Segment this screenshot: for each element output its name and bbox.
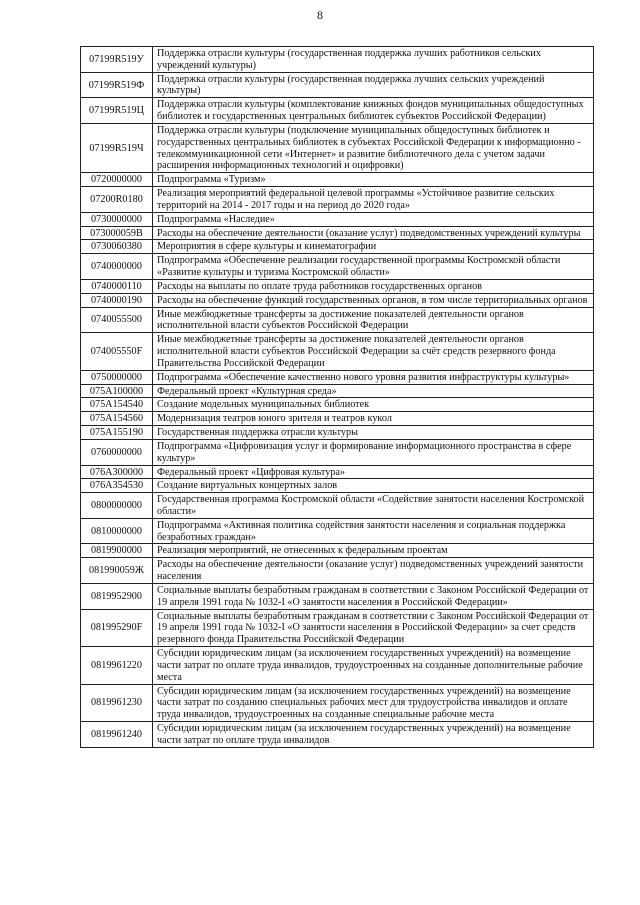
description-cell: Создание виртуальных концертных залов [153, 479, 594, 493]
table-row [81, 226, 594, 240]
budget-code-cell: 07199R519Ф [81, 72, 153, 98]
table-row [81, 72, 594, 98]
table-row [81, 212, 594, 226]
description-cell: Подпрограмма «Активная политика содействия занятости населения и социальная поддержка безработных граждан» [153, 518, 594, 544]
budget-code-cell: 07199R519Ч [81, 123, 153, 172]
budget-code-cell: 075A100000 [81, 384, 153, 398]
budget-code-cell: 0819961240 [81, 722, 153, 748]
description-cell: Создание модельных муниципальных библиотек [153, 398, 594, 412]
description-cell: Субсидии юридическим лицам (за исключением государственных учреждений) на возмещение части затрат по созданию специальных рабочих мест для трудоустройства инвалидов и оплате труда инвалидов, трудоустроенных на созданные специальные рабочие места [153, 684, 594, 721]
budget-code-cell: 0819900000 [81, 544, 153, 558]
table-row [81, 647, 594, 684]
table-row [81, 307, 594, 333]
budget-code-cell: 076A300000 [81, 465, 153, 479]
table-row [81, 398, 594, 412]
budget-code-cell: 0819952900 [81, 583, 153, 609]
budget-code-cell: 0819961220 [81, 647, 153, 684]
description-cell: Модернизация театров юного зрителя и театров кукол [153, 412, 594, 426]
description-cell: Поддержка отрасли культуры (государственная поддержка лучших сельских учреждений культуры) [153, 72, 594, 98]
budget-code-cell: 075A154560 [81, 412, 153, 426]
table-row [81, 544, 594, 558]
table-row [81, 123, 594, 172]
table-row [81, 384, 594, 398]
table-row [81, 426, 594, 440]
description-cell: Реализация мероприятий федеральной целевой программы «Устойчивое развитие сельских территорий на 2014 - 2017 годы и на период до 2020 года» [153, 187, 594, 213]
description-cell: Расходы на выплаты по оплате труда работников государственных органов [153, 279, 594, 293]
budget-code-cell: 0740055500 [81, 307, 153, 333]
budget-code-cell: 0810000000 [81, 518, 153, 544]
budget-code-cell: 076A354530 [81, 479, 153, 493]
table-row [81, 684, 594, 721]
table-row [81, 254, 594, 280]
description-cell: Иные межбюджетные трансферты за достижение показателей деятельности органов исполнительной власти субъектов Российской Федерации за счёт средств резервного фонда Правительства Российской Федерации [153, 333, 594, 370]
description-cell: Подпрограмма «Обеспечение реализации государственной программы Костромской области «Развитие культуры и туризма Костромской области» [153, 254, 594, 280]
description-cell: Подпрограмма «Наследие» [153, 212, 594, 226]
page-number: 8 [317, 8, 323, 22]
description-cell: Подпрограмма «Туризм» [153, 173, 594, 187]
description-cell: Расходы на обеспечение деятельности (оказание услуг) подведомственных учреждений культуры [153, 226, 594, 240]
table-row [81, 98, 594, 124]
description-cell: Поддержка отрасли культуры (комплектование книжных фондов муниципальных общедоступных библиотек и государственных центральных библиотек субъектов Российской Федерации) [153, 98, 594, 124]
table-row [81, 240, 594, 254]
description-cell: Социальные выплаты безработным гражданам в соответствии с Законом Российской Федерации от 19 апреля 1991 года № 1032-I «О занятости населения в Российской Федерации» [153, 583, 594, 609]
budget-code-cell: 07199R519Ц [81, 98, 153, 124]
description-cell: Расходы на обеспечение функций государственных органов, в том числе территориальных органов [153, 293, 594, 307]
budget-code-cell: 0730000000 [81, 212, 153, 226]
budget-code-cell: 073000059В [81, 226, 153, 240]
budget-code-cell: 0800000000 [81, 493, 153, 519]
description-cell: Подпрограмма «Цифровизация услуг и формирование информационного пространства в сфере культур» [153, 439, 594, 465]
table-row [81, 493, 594, 519]
budget-code-cell: 081995290F [81, 609, 153, 646]
table-row [81, 518, 594, 544]
budget-code-cell: 0720000000 [81, 173, 153, 187]
description-cell: Поддержка отрасли культуры (подключение муниципальных общедоступных библиотек и государственных центральных библиотек в субъектах Российской Федерации к информационно - телекоммуникационной сети «Интернет» и развитие библиотечного дела с учетом задачи расширения информационных технологий и оцифровки) [153, 123, 594, 172]
table-row [81, 583, 594, 609]
description-cell: Поддержка отрасли культуры (государственная поддержка лучших работников сельских учреждений культуры) [153, 47, 594, 73]
description-cell: Федеральный проект «Цифровая культура» [153, 465, 594, 479]
description-cell: Субсидии юридическим лицам (за исключением государственных учреждений) на возмещение части затрат по оплате труда инвалидов, трудоустроенных на созданные дополнительные рабочие места [153, 647, 594, 684]
description-cell: Социальные выплаты безработным гражданам в соответствии с Законом Российской Федерации от 19 апреля 1991 года № 1032-I «О занятости населения в Российской Федерации» за счет средств резервного фонда Правительства Российской Федерации [153, 609, 594, 646]
budget-code-cell: 0819961230 [81, 684, 153, 721]
table-row [81, 370, 594, 384]
description-cell: Федеральный проект «Культурная среда» [153, 384, 594, 398]
table-row [81, 465, 594, 479]
table-row [81, 279, 594, 293]
budget-code-cell: 07200R0180 [81, 187, 153, 213]
table-row [81, 722, 594, 748]
budget-code-cell: 075A154540 [81, 398, 153, 412]
description-cell: Государственная программа Костромской области «Содействие занятости населения Костромской области» [153, 493, 594, 519]
budget-code-cell: 0740000110 [81, 279, 153, 293]
description-cell: Иные межбюджетные трансферты за достижение показателей деятельности органов исполнительной власти субъектов Российской Федерации [153, 307, 594, 333]
table-row [81, 47, 594, 73]
budget-code-cell: 075A155190 [81, 426, 153, 440]
table-row [81, 479, 594, 493]
table-row [81, 558, 594, 584]
table-row [81, 173, 594, 187]
budget-code-cell: 0740000190 [81, 293, 153, 307]
budget-code-cell: 0750000000 [81, 370, 153, 384]
budget-code-cell: 0760000000 [81, 439, 153, 465]
budget-code-cell: 0730060380 [81, 240, 153, 254]
budget-codes-table [80, 46, 594, 748]
budget-code-cell: 0740000000 [81, 254, 153, 280]
table-row [81, 293, 594, 307]
budget-code-cell: 074005550F [81, 333, 153, 370]
description-cell: Расходы на обеспечение деятельности (оказание услуг) подведомственных учреждений занятости населения [153, 558, 594, 584]
table-row [81, 333, 594, 370]
budget-code-cell: 07199R519У [81, 47, 153, 73]
description-cell: Субсидии юридическим лицам (за исключением государственных учреждений) на возмещение части затрат по оплате труда инвалидов [153, 722, 594, 748]
description-cell: Государственная поддержка отрасли культуры [153, 426, 594, 440]
description-cell: Мероприятия в сфере культуры и кинематографии [153, 240, 594, 254]
table-row [81, 439, 594, 465]
table-row [81, 609, 594, 646]
description-cell: Подпрограмма «Обеспечение качественно нового уровня развития инфраструктуры культуры» [153, 370, 594, 384]
description-cell: Реализация мероприятий, не отнесенных к федеральным проектам [153, 544, 594, 558]
budget-code-cell: 081990059Ж [81, 558, 153, 584]
table-row [81, 187, 594, 213]
table-row [81, 412, 594, 426]
